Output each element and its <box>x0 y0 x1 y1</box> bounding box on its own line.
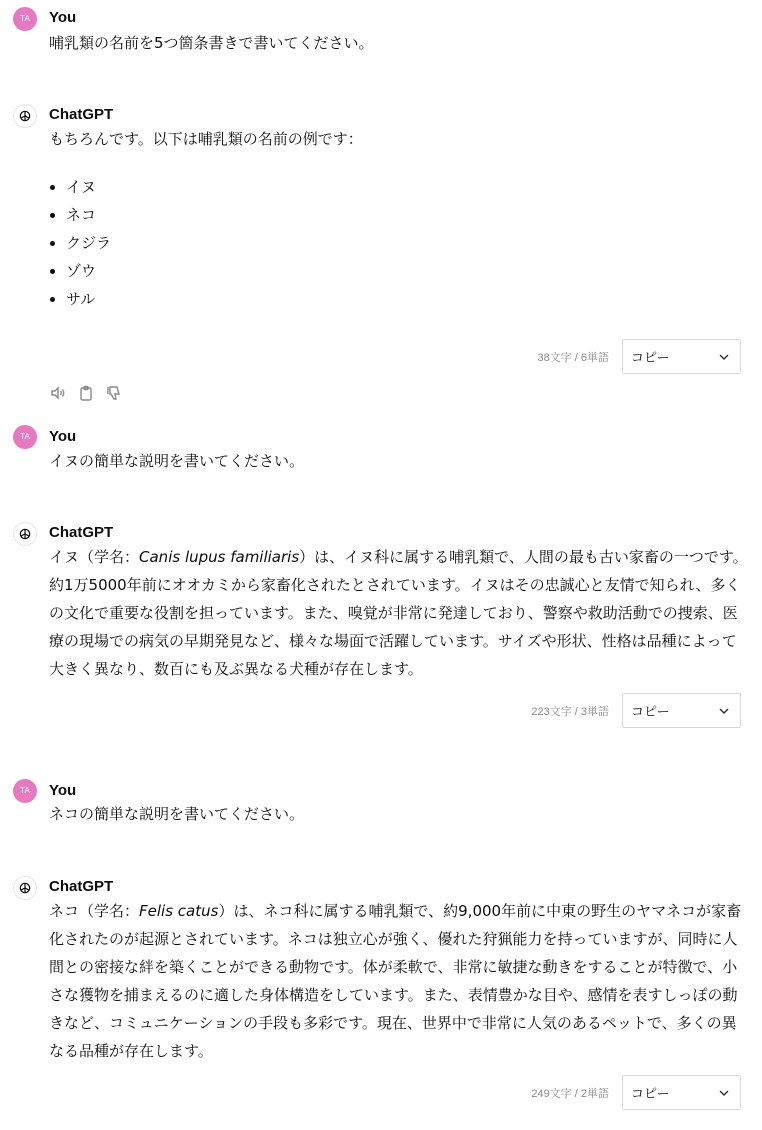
message-text <box>49 543 749 683</box>
char-word-count: 249文字 / 2単語 <box>531 1087 609 1100</box>
message-text: イヌの簡単な説明を書いてください。 <box>49 452 305 470</box>
char-word-count: 38文字 / 6単語 <box>537 351 609 364</box>
message-text: 哺乳類の名前を5つ箇条書きで書いてください。 <box>49 34 374 52</box>
list-item: • イヌ <box>66 173 111 201</box>
message-author: You <box>49 9 77 26</box>
copy-select[interactable] <box>622 693 741 728</box>
clipboard-icon[interactable] <box>77 384 95 402</box>
openai-logo-icon <box>17 526 33 542</box>
message-author: ChatGPT <box>49 524 114 541</box>
message-text: ネコの簡単な説明を書いてください。 <box>49 805 305 823</box>
text-segment: ）は、イヌ科に属する哺乳類で、人間の最も古い家畜の一つです。約1万5000年前にオオカミから家畜化されたとされています。イヌはその忠誠心と友情で知られ、多くの文化で重要な役割を担っています。また、嗅覚が非常に発達しており、警察や救助活動での捜索、医療の現場での病気の早期発見など、様々な場面で活躍しています。サイズや形状、性格は品種によって大きく異なり、数百にも及ぶ異なる犬種が存在します。 <box>49 548 748 678</box>
openai-logo-icon <box>17 880 33 896</box>
scientific-name: Felis catus <box>139 902 219 920</box>
chevron-down-icon <box>718 705 730 717</box>
message-actions <box>49 384 123 402</box>
message-intro: もちろんです。以下は哺乳類の名前の例です： <box>49 130 363 148</box>
text-segment: ）は、ネコ科に属する哺乳類で、約9,000年前に中東の野生のヤマネコが家畜化されたのが起源とされています。ネコは独立心が強く、優れた狩猟能力を持っていますが、同時に人間との密接な絆を築くことができる動物です。体が柔軟で、非常に敏捷な動きをすることが特徴で、小さな獲物を捕まえるのに適した身体構造をしています。また、表情豊かな目や、感情を表すしっぽの動きなど、コミュニケーションの手段も多彩です。現在、世界中で非常に人気のあるペットで、多くの異なる品種が存在します。 <box>49 902 742 1060</box>
list-item: • サル <box>66 285 111 313</box>
text-segment: イヌ（学名： <box>49 548 140 566</box>
message-author: ChatGPT <box>49 878 114 895</box>
message-meta <box>531 1074 741 1111</box>
copy-select[interactable] <box>622 1075 741 1110</box>
chatgpt-avatar <box>13 522 37 546</box>
user-avatar: TA <box>13 7 37 31</box>
message-author: ChatGPT <box>49 106 114 123</box>
speaker-icon[interactable] <box>49 384 67 402</box>
copy-select-label: コピー <box>631 705 670 720</box>
bullet-list <box>49 173 111 313</box>
list-item: • クジラ <box>66 229 111 257</box>
list-item: • ネコ <box>66 201 111 229</box>
message-meta <box>537 338 741 375</box>
chatgpt-avatar <box>13 876 37 900</box>
scientific-name: Canis lupus familiaris <box>139 548 300 566</box>
message-meta <box>531 692 741 729</box>
chatgpt-avatar <box>13 104 37 128</box>
user-avatar: TA <box>13 779 37 803</box>
copy-select[interactable] <box>622 339 741 374</box>
copy-select-label: コピー <box>631 1087 670 1102</box>
thumbs-down-icon[interactable] <box>105 384 123 402</box>
message-text <box>49 897 749 1065</box>
text-segment: ネコ（学名： <box>49 902 140 920</box>
list-item: • ゾウ <box>66 257 111 285</box>
message-author: You <box>49 428 77 445</box>
user-avatar: TA <box>13 425 37 449</box>
chevron-down-icon <box>718 1087 730 1099</box>
openai-logo-icon <box>17 108 33 124</box>
message-author: You <box>49 782 77 799</box>
copy-select-label: コピー <box>631 351 670 366</box>
char-word-count: 223文字 / 3単語 <box>531 705 609 718</box>
chevron-down-icon <box>718 351 730 363</box>
